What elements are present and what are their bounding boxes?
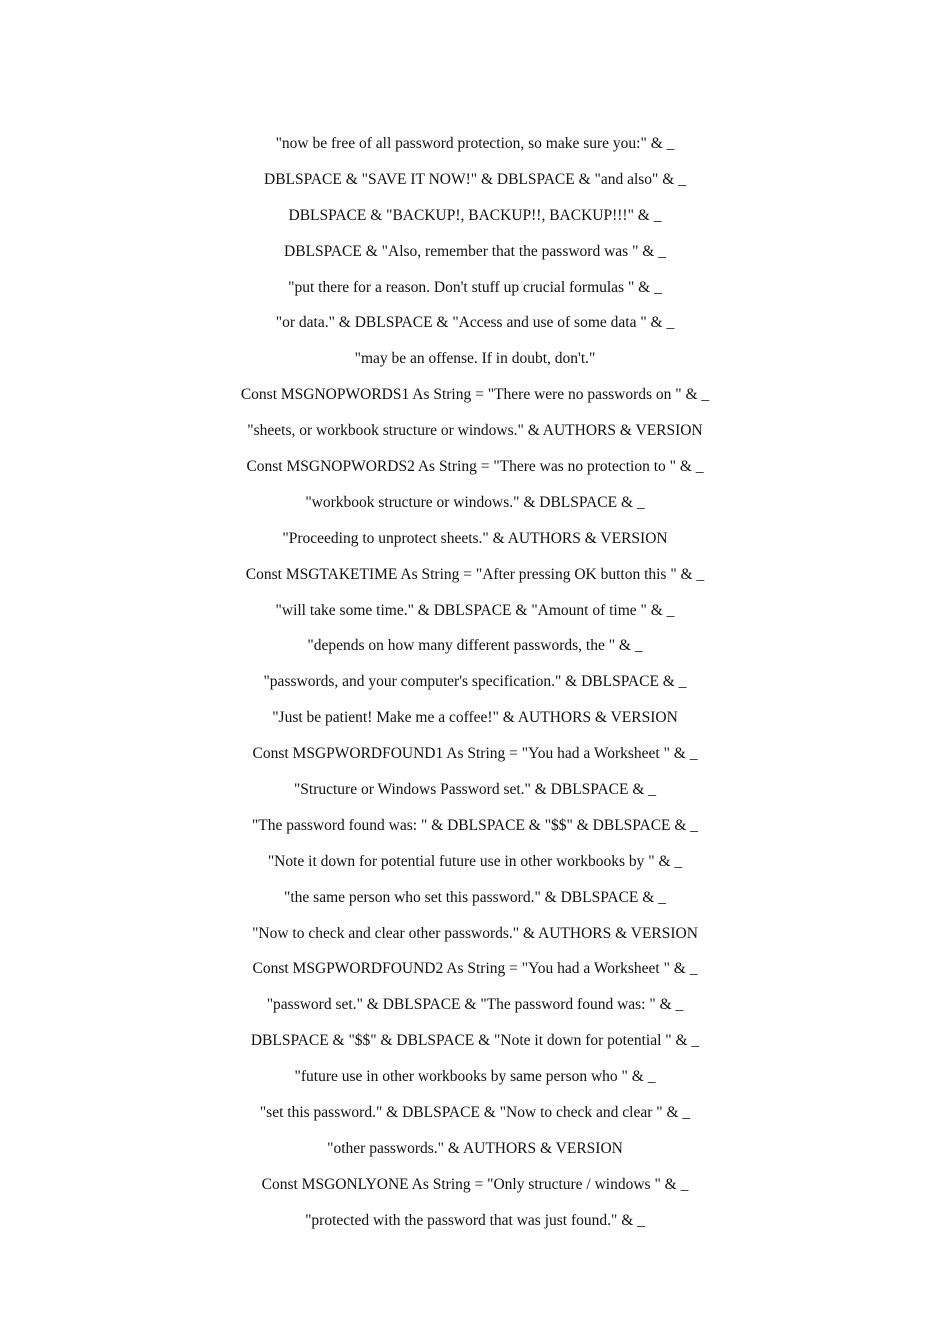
code-line: "Proceeding to unprotect sheets." & AUTHORS & VERSION — [282, 529, 668, 547]
code-line: "other passwords." & AUTHORS & VERSION — [327, 1139, 623, 1157]
code-line: "Just be patient! Make me a coffee!" & AUTHORS & VERSION — [272, 709, 678, 727]
code-line: "now be free of all password protection, so make sure you:" & _ — [275, 135, 675, 152]
code-line: "protected with the password that was just found." & _ — [305, 1211, 645, 1229]
code-line: Const MSGPWORDFOUND2 As String = "You had a Worksheet " & _ — [252, 960, 698, 978]
code-line: "future use in other workbooks by same person who " & _ — [294, 1068, 656, 1086]
code-line: "or data." & DBLSPACE & "Access and use of some data " & _ — [275, 314, 675, 332]
code-line: Const MSGPWORDFOUND1 As String = "You had a Worksheet " & _ — [252, 745, 698, 763]
code-line: "passwords, and your computer's specification." & DBLSPACE & _ — [263, 673, 687, 691]
code-line: "the same person who set this password." & DBLSPACE & _ — [284, 888, 666, 906]
code-line: "will take some time." & DBLSPACE & "Amount of time " & _ — [275, 601, 675, 619]
code-line: "set this password." & DBLSPACE & "Now to check and clear " & _ — [259, 1104, 691, 1122]
code-line: "Structure or Windows Password set." & DBLSPACE & _ — [293, 781, 657, 799]
code-line: "Now to check and clear other passwords." & AUTHORS & VERSION — [252, 924, 698, 942]
code-line: DBLSPACE & "Also, remember that the password was " & _ — [284, 242, 666, 260]
code-line: "The password found was: " & DBLSPACE & "$$" & DBLSPACE & _ — [251, 816, 699, 834]
code-line: "put there for a reason. Don't stuff up crucial formulas " & _ — [288, 278, 662, 296]
code-line: Const MSGNOPWORDS1 As String = "There were no passwords on " & _ — [240, 386, 710, 404]
code-line: "sheets, or workbook structure or windows." & AUTHORS & VERSION — [247, 422, 703, 440]
code-line: Const MSGNOPWORDS2 As String = "There was no protection to " & _ — [246, 458, 704, 476]
code-line: DBLSPACE & "$$" & DBLSPACE & "Note it down for potential " & _ — [250, 1032, 700, 1050]
code-line: DBLSPACE & "BACKUP!, BACKUP!!, BACKUP!!!" & _ — [288, 206, 662, 224]
code-line: "Note it down for potential future use in other workbooks by " & _ — [267, 852, 683, 870]
code-line: "workbook structure or windows." & DBLSPACE & _ — [305, 493, 645, 511]
document-page — [0, 126, 950, 1239]
code-line: Const MSGTAKETIME As String = "After pressing OK button this " & _ — [245, 565, 705, 583]
code-line: "password set." & DBLSPACE & "The password found was: " & _ — [266, 996, 684, 1014]
code-line: Const MSGONLYONE As String = "Only structure / windows " & _ — [261, 1175, 689, 1193]
code-line: "may be an offense. If in doubt, don't." — [354, 350, 596, 368]
code-line: DBLSPACE & "SAVE IT NOW!" & DBLSPACE & "and also" & _ — [264, 170, 686, 188]
code-line: "depends on how many different passwords, the " & _ — [307, 637, 643, 655]
